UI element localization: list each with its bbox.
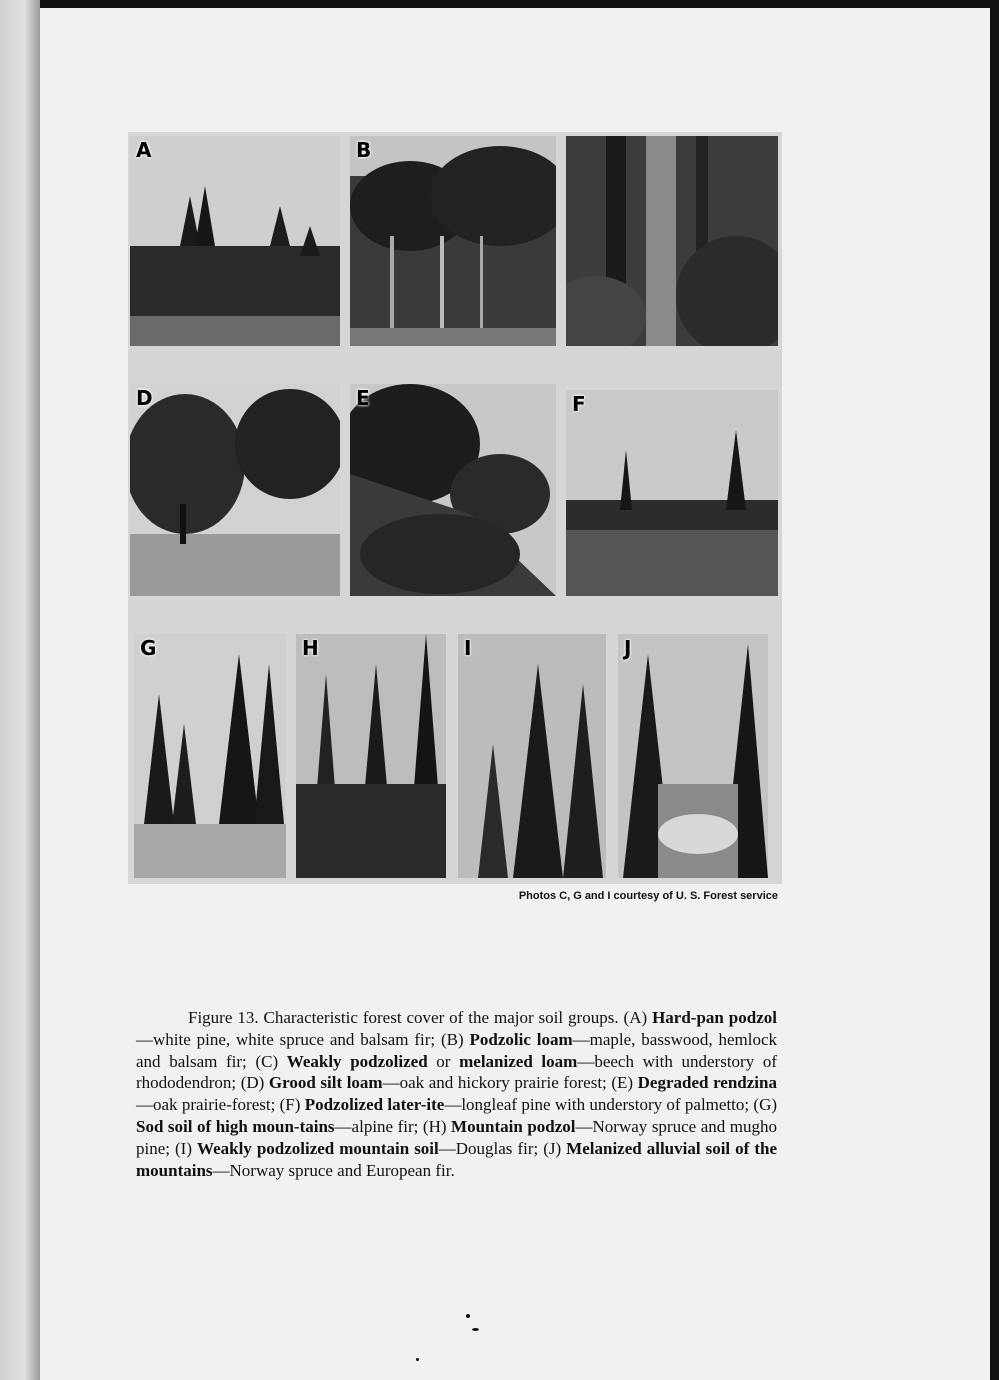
caption-soil-name: Weakly podzolized mountain soil (197, 1138, 439, 1158)
caption-soil-name: Podzolized later-ite (304, 1095, 445, 1115)
photo-d (130, 384, 340, 596)
photo-plate (128, 132, 782, 884)
photo-credit: Photos C, G and I courtesy of U. S. Forest service (518, 890, 778, 902)
caption-soil-name: Hard-pan podzol (652, 1008, 777, 1027)
caption-letter: (F) (279, 1095, 305, 1115)
caption-description: —oak and hickory prairie forest; (382, 1073, 612, 1093)
caption-letter: (C) (255, 1051, 287, 1071)
photo-label: H (302, 636, 319, 660)
caption-description: —maple, basswood, hemlock and balsam fir; (136, 1029, 778, 1071)
caption-soil-name: Melanized alluvial soil of the mountains (136, 1138, 777, 1180)
photo-a (130, 136, 340, 346)
caption-letter: (G) (753, 1095, 778, 1115)
photo-label: A (136, 138, 152, 162)
book-page (40, 8, 990, 1380)
previous-page-edge (0, 0, 40, 1380)
caption-description: —oak prairie-forest; (136, 1095, 280, 1115)
caption-description: —Norway spruce and European fir. (212, 1160, 455, 1180)
page-mark (472, 1328, 479, 1331)
caption-letter: (E) (611, 1073, 638, 1093)
caption-soil-name: Degraded rendzina (637, 1073, 777, 1093)
caption-soil-name: Sod soil of high moun-tains (136, 1116, 335, 1136)
caption-letter: (I) (175, 1138, 198, 1158)
caption-description: —longleaf pine with understory of palmetto; (444, 1095, 754, 1115)
caption-soil-name: Mountain podzol (451, 1116, 576, 1136)
caption-description: —beech with understory of rhododendron; (136, 1051, 778, 1093)
caption-description: or (427, 1051, 460, 1071)
page-mark (416, 1358, 419, 1361)
photo-h (296, 634, 446, 878)
caption-soil-name: Podzolic loam (469, 1029, 573, 1049)
figure-caption (136, 1007, 777, 1181)
photo-label: D (136, 386, 153, 410)
photo-j (618, 634, 768, 878)
photo-label: F (572, 392, 586, 416)
photo-label: B (356, 138, 372, 162)
photo-c (566, 136, 778, 346)
page-mark (466, 1314, 470, 1318)
photo-e (350, 384, 556, 596)
photo-f (566, 390, 778, 596)
caption-description: —Douglas fir; (438, 1138, 544, 1158)
caption-description: —alpine fir; (334, 1116, 423, 1136)
photo-g (134, 634, 286, 878)
caption-letter: (A) (623, 1008, 653, 1027)
photo-label: I (464, 636, 472, 660)
caption-soil-name: Weakly podzolized (286, 1051, 428, 1071)
caption-letter: (D) (240, 1073, 269, 1093)
caption-soil-name: Grood silt loam (268, 1073, 383, 1093)
photo-i (458, 634, 606, 878)
caption-description: —Norway spruce and mugho pine; (136, 1116, 777, 1158)
caption-letter: (B) (440, 1029, 470, 1049)
photo-label: J (624, 636, 632, 660)
caption-letter: (H) (422, 1116, 452, 1136)
caption-soil-name: melanized loam (459, 1051, 578, 1071)
caption-letter: (J) (543, 1138, 567, 1158)
photo-label: E (356, 386, 370, 410)
photo-label: G (140, 636, 157, 660)
caption-description: —white pine, white spruce and balsam fir; (136, 1029, 441, 1049)
photo-b (350, 136, 556, 346)
caption-intro: Figure 13. Characteristic forest cover of the major soil groups. (188, 1008, 624, 1027)
